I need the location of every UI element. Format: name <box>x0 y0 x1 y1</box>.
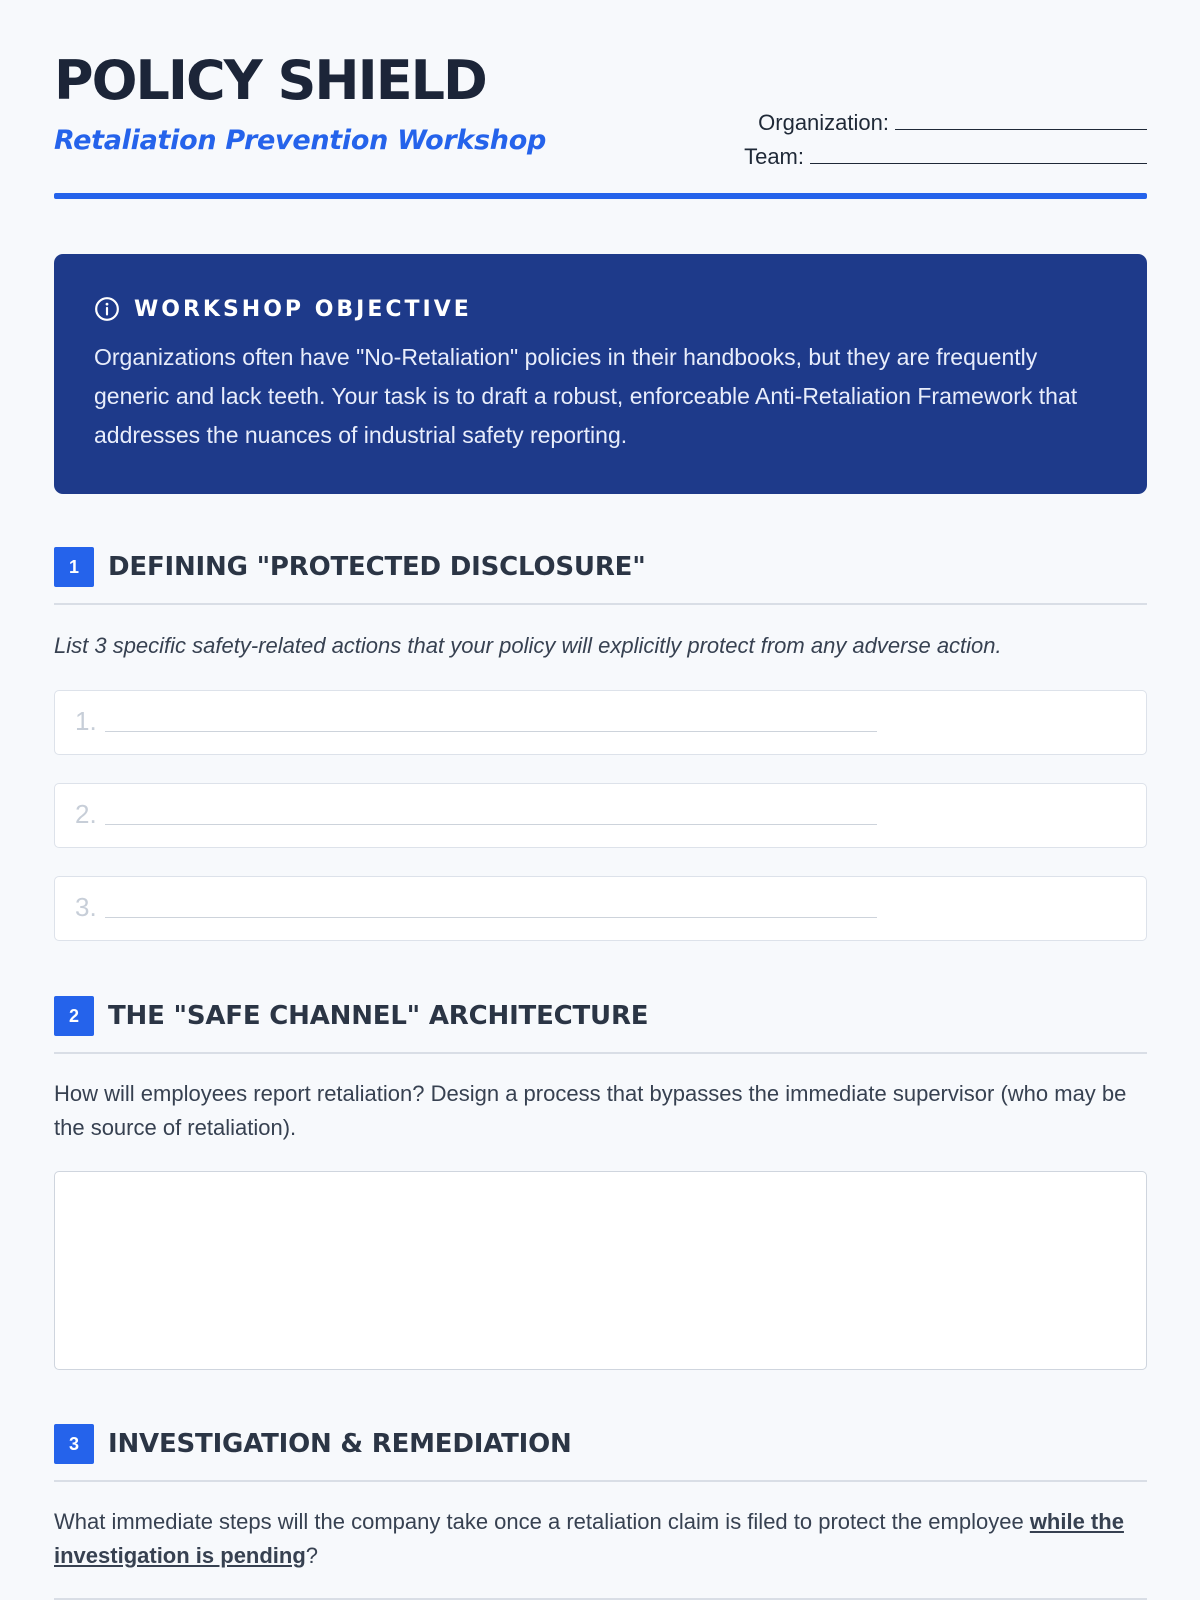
worksheet-page <box>54 0 1147 1568</box>
answer-field-1[interactable] <box>54 690 1147 755</box>
team-row <box>744 136 1147 170</box>
section-number-badge: 3 <box>54 1424 94 1464</box>
organization-field[interactable] <box>895 128 1147 130</box>
section-number-badge: 1 <box>54 547 94 587</box>
objective-box <box>54 254 1147 494</box>
team-label: Team: <box>744 144 804 169</box>
info-circle-icon <box>94 296 120 322</box>
prompt-text: What immediate steps will the company take once a retaliation claim is filed to protect the employee <box>54 1509 1024 1534</box>
header-divider <box>54 193 1147 199</box>
meta-fields <box>744 102 1147 170</box>
prompt-end: ? <box>305 1543 319 1568</box>
field-number: 1. <box>75 706 97 736</box>
objective-text: Organizations often have "No-Retaliation" policies in their handbooks, but they are frequently generic and lack teeth. Your task is to draft a robust, enforceable Anti-Retaliation Framework that addresses the nuances of industrial safety reporting. <box>94 344 1078 448</box>
section-title: INVESTIGATION & REMEDIATION <box>108 1429 572 1459</box>
organization-row <box>744 102 1147 136</box>
field-line <box>105 824 877 825</box>
section-3-prompt <box>54 1505 1147 1573</box>
section-title: THE "SAFE CHANNEL" ARCHITECTURE <box>108 1001 649 1031</box>
field-line <box>105 917 877 918</box>
section-number-badge: 2 <box>54 996 94 1036</box>
answer-field-2[interactable] <box>54 783 1147 848</box>
page-title: POLICY SHIELD <box>54 49 486 112</box>
page-subtitle: Retaliation Prevention Workshop <box>54 125 546 156</box>
objective-header <box>94 292 1107 326</box>
organization-label: Organization: <box>758 110 889 135</box>
header <box>54 0 1147 200</box>
objective-label: WORKSHOP OBJECTIVE <box>134 296 472 322</box>
field-number: 3. <box>75 892 97 922</box>
section-3-header <box>54 1424 1147 1482</box>
answer-field-3[interactable] <box>54 876 1147 941</box>
section-1-prompt: List 3 specific safety-related actions that your policy will explicitly protect from any adverse action. <box>54 633 1002 658</box>
section-1-header <box>54 547 1147 605</box>
prompt-emphasis: while the investigation is pending <box>54 1509 1124 1568</box>
team-field[interactable] <box>810 162 1147 164</box>
field-line <box>105 731 877 732</box>
section-title: DEFINING "PROTECTED DISCLOSURE" <box>108 552 646 582</box>
safe-channel-textarea[interactable] <box>54 1171 1147 1370</box>
section-2-prompt: How will employees report retaliation? Design a process that bypasses the immediate supervisor (who may be the source of retaliation). <box>54 1081 1127 1140</box>
field-number: 2. <box>75 799 97 829</box>
section-2-header <box>54 996 1147 1054</box>
